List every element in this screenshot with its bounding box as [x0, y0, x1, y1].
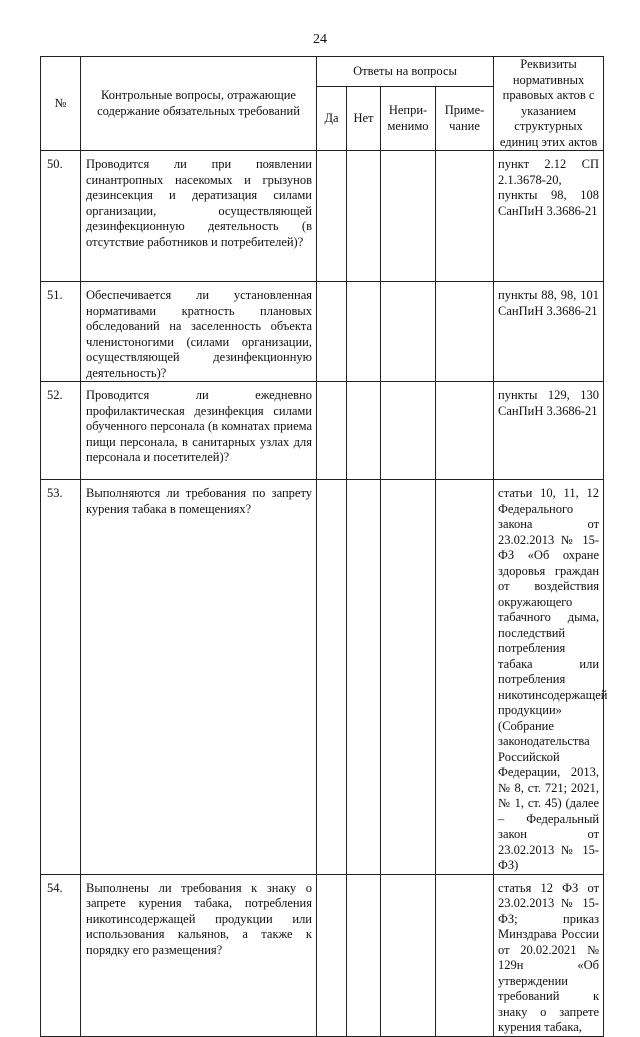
table-row	[41, 874, 604, 1036]
answer-yes-cell[interactable]	[317, 382, 347, 480]
row-requisites: пункт 2.12 СП 2.1.3678-20, пункты 98, 108 СанПиН 3.3686-21	[494, 151, 604, 282]
row-question: Выполняются ли требования по запрету курения табака в помещениях?	[81, 480, 317, 875]
answer-no-cell[interactable]	[347, 282, 381, 382]
row-number: 53.	[41, 480, 81, 875]
header-note: Приме-чание	[436, 87, 494, 151]
answer-not-applicable-cell[interactable]	[381, 874, 436, 1036]
header-no: Нет	[347, 87, 381, 151]
answer-yes-cell[interactable]	[317, 282, 347, 382]
header-requisites: Реквизиты нормативных правовых актов с указанием структурных единиц этих актов	[494, 57, 604, 151]
table-row	[41, 480, 604, 875]
answer-yes-cell[interactable]	[317, 151, 347, 282]
row-number: 51.	[41, 282, 81, 382]
row-question: Выполнены ли требования к знаку о запрете курения табака, потребления никотинсодержащей продукции или использования кальянов, а также к порядку его размещения?	[81, 874, 317, 1036]
row-number: 54.	[41, 874, 81, 1036]
answer-yes-cell[interactable]	[317, 874, 347, 1036]
answer-note-cell[interactable]	[436, 382, 494, 480]
header-num: №	[41, 57, 81, 151]
row-question: Проводится ли ежедневно профилактическая дезинфекция силами обученного персонала (в комнатах приема пищи персонала, в санитарных узлах для персонала и посетителей)?	[81, 382, 317, 480]
answer-not-applicable-cell[interactable]	[381, 480, 436, 875]
row-requisites: пункты 129, 130 СанПиН 3.3686-21	[494, 382, 604, 480]
answer-not-applicable-cell[interactable]	[381, 151, 436, 282]
answer-note-cell[interactable]	[436, 874, 494, 1036]
header-question: Контрольные вопросы, отражающие содержание обязательных требований	[81, 57, 317, 151]
table-row	[41, 151, 604, 282]
row-requisites: пункты 88, 98, 101 СанПиН 3.3686-21	[494, 282, 604, 382]
answer-not-applicable-cell[interactable]	[381, 382, 436, 480]
header-answers: Ответы на вопросы	[317, 57, 494, 87]
table-row	[41, 282, 604, 382]
header-not-applicable: Непри-менимо	[381, 87, 436, 151]
row-number: 52.	[41, 382, 81, 480]
answer-yes-cell[interactable]	[317, 480, 347, 875]
answer-note-cell[interactable]	[436, 151, 494, 282]
answer-no-cell[interactable]	[347, 874, 381, 1036]
answer-no-cell[interactable]	[347, 382, 381, 480]
answer-no-cell[interactable]	[347, 151, 381, 282]
row-requisites: статьи 10, 11, 12 Федерального закона от 23.02.2013 № 15-ФЗ «Об охране здоровья граждан от воздействия окружающего табачного дыма, последствий потребления табака или потребления никотинсодержащей продукции» (Собрание законодательства Российской Федерации, 2013, № 8, ст. 721; 2021, № 1, ст. 45) (далее – Федеральный закон от 23.02.2013 № 15-ФЗ)	[494, 480, 604, 875]
row-number: 50.	[41, 151, 81, 282]
requirements-table	[40, 56, 608, 1037]
row-question: Обеспечивается ли установленная нормативами кратность плановых обследований на заселенность объекта членистоногими (силами организации, осуществляющей дезинфекционную деятельность)?	[81, 282, 317, 382]
row-requisites: статья 12 ФЗ от 23.02.2013 № 15-ФЗ; приказ Минздрава России от 20.02.2021 № 129н «Об утверждении требований к знаку о запрете курения табака,	[494, 874, 604, 1036]
answer-note-cell[interactable]	[436, 282, 494, 382]
answer-note-cell[interactable]	[436, 480, 494, 875]
header-yes: Да	[317, 87, 347, 151]
table-row	[41, 382, 604, 480]
page-number: 24	[313, 32, 327, 47]
answer-not-applicable-cell[interactable]	[381, 282, 436, 382]
row-question: Проводится ли при появлении синантропных насекомых и грызунов дезинсекция и дератизация силами организации, осуществляющей дезинфекционную деятельность (в отсутствие работников и потребителей)?	[81, 151, 317, 282]
answer-no-cell[interactable]	[347, 480, 381, 875]
